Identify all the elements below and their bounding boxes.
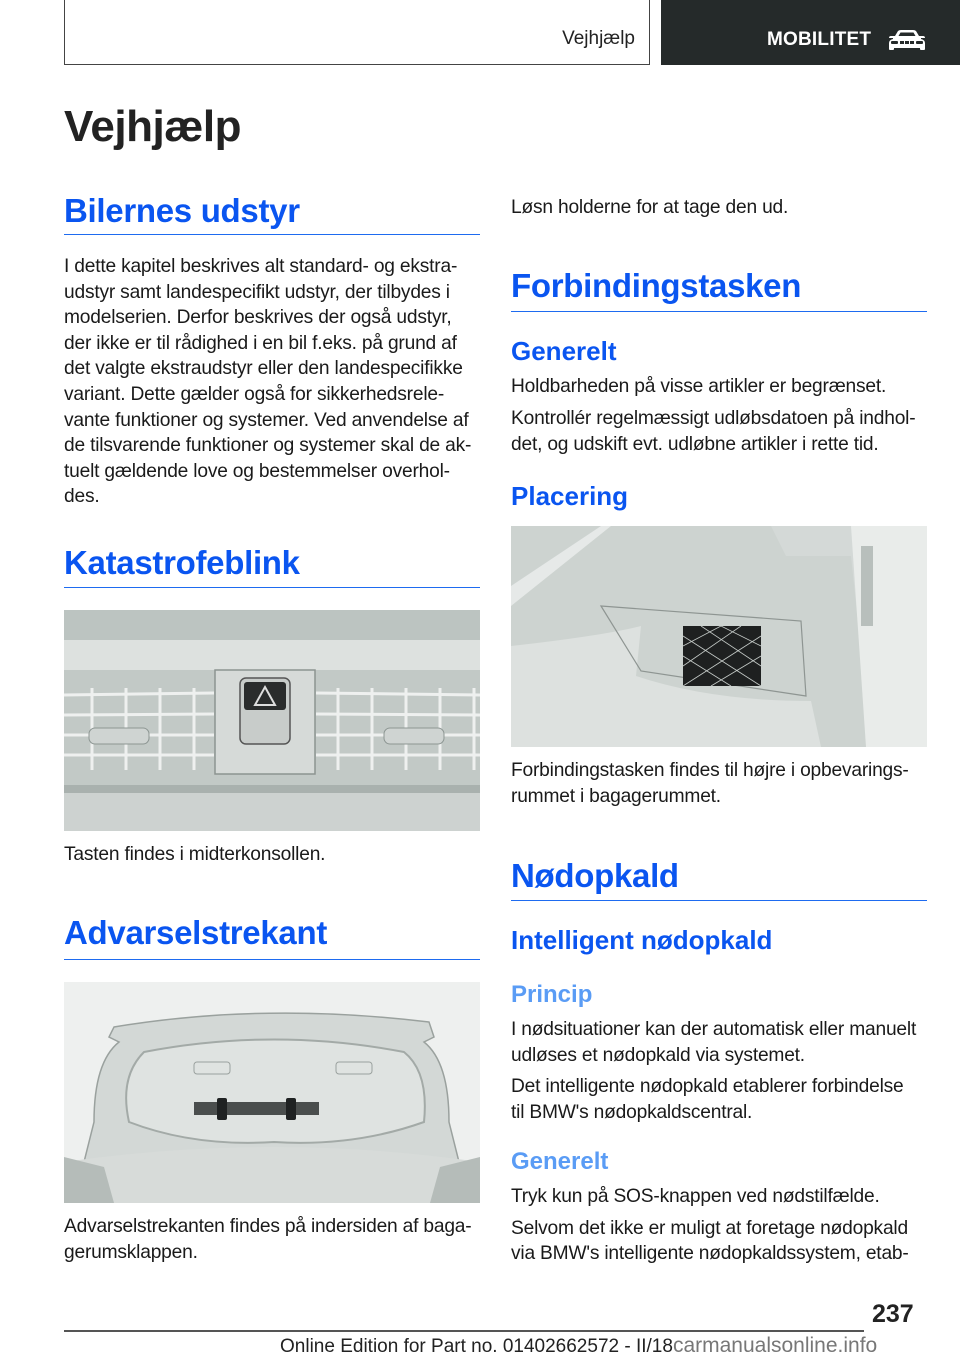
footer-edition — [280, 1334, 877, 1358]
text-line: det valgte ekstraudstyr eller den landespecifikke — [64, 358, 463, 380]
text-line: modelserien. Derfor beskrives der også udstyr, — [64, 307, 452, 329]
text-line: Det intelligente nødopkald etablerer forbindelse — [511, 1076, 904, 1098]
subheading-intelligent-nodopkald: Intelligent nødopkald — [511, 925, 773, 955]
text-line: I dette kapitel beskrives alt standard- og ekstra- — [64, 256, 458, 277]
page-title: Vejhjælp — [64, 102, 241, 151]
chapter-tab-label: MOBILITET — [767, 29, 872, 50]
text-line: Advarselstrekanten findes på indersiden af baga- — [64, 1216, 472, 1237]
text-line: gerumsklappen. — [64, 1241, 198, 1263]
section-heading-katastrofeblink: Katastrofeblink — [64, 544, 480, 588]
text-line: Tryk kun på SOS-knappen ved nødstilfælde. — [511, 1186, 880, 1207]
text-line: I nødsituationer kan der automatisk eller manuelt — [511, 1019, 917, 1040]
first-aid-kit-figure — [511, 526, 927, 747]
text-line: de tilsvarende funktioner og systemer skal de ak- — [64, 435, 472, 457]
page-number: 237 — [872, 1300, 914, 1328]
text-line: tuelt gældende love og bestemmelser overhol- — [64, 460, 450, 482]
warning-triangle-caption — [64, 1214, 484, 1265]
equipment-paragraph — [64, 254, 484, 510]
text-line: des. — [64, 486, 100, 508]
subheading-placering: Placering — [511, 481, 629, 511]
subheading-generelt: Generelt — [511, 336, 617, 366]
right-column — [511, 0, 927, 1300]
subheading-generelt-sos: Generelt — [511, 1148, 609, 1175]
hazard-caption: Tasten findes i midterkonsollen. — [64, 844, 326, 865]
principle-text — [511, 1017, 931, 1125]
text-line: udløses et nødopkald via systemet. — [511, 1044, 805, 1066]
section-heading-bilernes-udstyr: Bilernes udstyr — [64, 192, 480, 235]
subheading-princip: Princip — [511, 981, 593, 1008]
text-line: til BMW's nødopkaldscentral. — [511, 1101, 753, 1123]
release-holders-text: Løsn holderne for at tage den ud. — [511, 197, 789, 218]
watermark: carmanualsonline.info — [672, 1334, 878, 1357]
hazard-warning-illustration — [64, 610, 480, 831]
text-line: vante funktioner og systemer. Ved anvendelse af — [64, 409, 469, 431]
warning-triangle-figure — [64, 982, 480, 1203]
hazard-button-figure — [64, 610, 480, 831]
text-line: rummet i bagagerummet. — [511, 785, 721, 807]
edition-text: Online Edition for Part no. 01402662572 - II/18 — [280, 1336, 673, 1357]
trunk-lid-illustration — [64, 982, 480, 1203]
sos-general-text — [511, 1184, 931, 1267]
footer-divider — [64, 1330, 864, 1332]
left-column — [64, 0, 480, 1300]
section-heading-forbindingstasken: Forbindingstasken — [511, 267, 927, 312]
text-line: Forbindingstasken findes til højre i opbevarings- — [511, 760, 909, 781]
text-line: det, og udskift evt. udløbne artikler i rette tid. — [511, 433, 879, 455]
first-aid-kit-caption — [511, 758, 931, 809]
section-tab-label: Vejhjælp — [562, 28, 635, 49]
check-expiry-text — [511, 406, 931, 457]
text-line: der ikke er til rådighed i en bil f.eks. på grund af — [64, 332, 457, 354]
section-heading-advarselstrekant: Advarselstrekant — [64, 914, 480, 960]
text-line: Selvom det ikke er muligt at foretage nødopkald — [511, 1217, 908, 1239]
text-line: udstyr samt landespecifikt udstyr, der tilbydes i — [64, 281, 450, 303]
text-line: variant. Dette gælder også for sikkerhedsrele- — [64, 383, 445, 405]
section-heading-nodopkald: Nødopkald — [511, 857, 927, 901]
text-line: via BMW's intelligente nødopkaldssystem, etab- — [511, 1243, 909, 1265]
text-line: Kontrollér regelmæssigt udløbsdatoen på indhol- — [511, 408, 916, 429]
first-aid-kit-illustration — [511, 526, 927, 747]
shelf-life-text: Holdbarheden på visse artikler er begrænset. — [511, 376, 887, 397]
